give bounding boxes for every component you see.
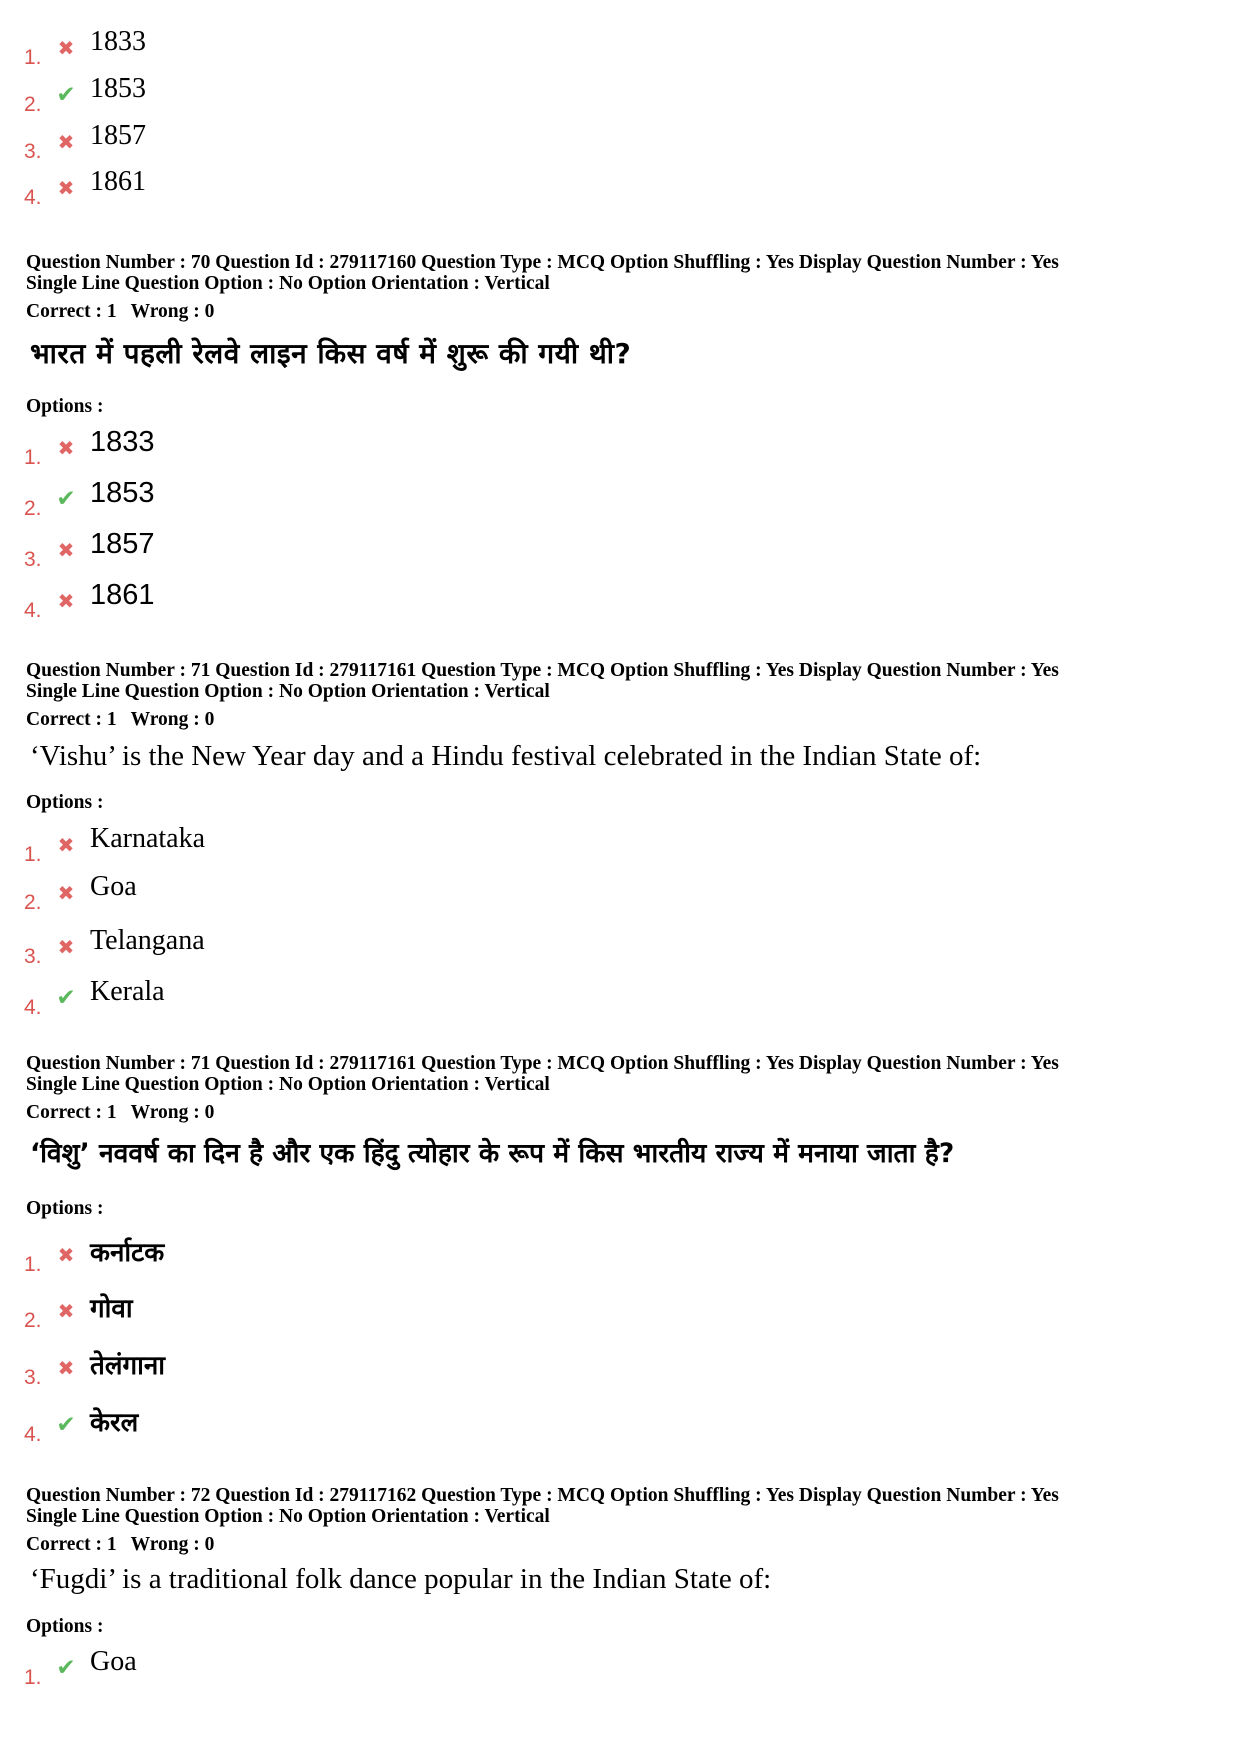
option-text: 1833: [90, 426, 155, 458]
question-meta-line: Single Line Question Option : No Option Orientation : Vertical: [26, 273, 550, 294]
option-number: 3.: [24, 548, 42, 571]
options-label: Options :: [26, 396, 104, 417]
cross-mark-icon: ✖: [57, 1299, 75, 1323]
option-number: 4.: [24, 996, 42, 1019]
question-meta: [26, 1485, 1059, 1527]
wrong-score: Wrong : 0: [130, 1534, 215, 1555]
cross-mark-icon: ✖: [57, 36, 75, 60]
cross-mark-icon: ✖: [57, 833, 75, 857]
cross-mark-icon: ✖: [57, 436, 75, 460]
question-text: भारत में पहली रेलवे लाइन किस वर्ष में शुरू की गयी थी?: [30, 337, 632, 370]
question-meta: [26, 1053, 1059, 1095]
option-text: 1853: [90, 477, 155, 509]
option-text: 1853: [90, 73, 146, 104]
correct-score: Correct : 1: [26, 1102, 117, 1123]
option-number: 2.: [24, 93, 42, 116]
option-text: गोवा: [90, 1294, 133, 1324]
question-meta-line: Single Line Question Option : No Option Orientation : Vertical: [26, 681, 550, 702]
score-line: [26, 709, 214, 731]
cross-mark-icon: ✖: [57, 130, 75, 154]
option-number: 1.: [24, 843, 42, 866]
question-text: ‘विशु’ नववर्ष का दिन है और एक हिंदु त्योहार के रूप में किस भारतीय राज्य में मनाया जाता है?: [30, 1138, 955, 1169]
option-number: 1.: [24, 446, 42, 469]
cross-mark-icon: ✖: [57, 1356, 75, 1380]
cross-mark-icon: ✖: [57, 1243, 75, 1267]
wrong-score: Wrong : 0: [130, 301, 215, 322]
option-text: Kerala: [90, 976, 165, 1007]
option-number: 3.: [24, 945, 42, 968]
option-text: 1857: [90, 528, 155, 560]
option-text: 1861: [90, 166, 146, 197]
cross-mark-icon: ✖: [57, 935, 75, 959]
option-number: 4.: [24, 599, 42, 622]
correct-score: Correct : 1: [26, 1534, 117, 1555]
option-text: Goa: [90, 871, 137, 902]
option-number: 2.: [24, 891, 42, 914]
option-text: केरल: [90, 1408, 139, 1438]
question-text: ‘Vishu’ is the New Year day and a Hindu festival celebrated in the Indian State of:: [30, 740, 982, 772]
option-number: 1.: [24, 46, 42, 69]
option-text: 1857: [90, 120, 146, 151]
score-line: [26, 301, 214, 323]
check-mark-icon: ✔: [56, 985, 76, 1011]
check-mark-icon: ✔: [56, 82, 76, 108]
options-label: Options :: [26, 1198, 104, 1219]
wrong-score: Wrong : 0: [130, 709, 215, 730]
option-text: Goa: [90, 1646, 137, 1677]
option-number: 1.: [24, 1666, 42, 1689]
question-meta-line: Single Line Question Option : No Option Orientation : Vertical: [26, 1074, 550, 1095]
option-number: 2.: [24, 497, 42, 520]
cross-mark-icon: ✖: [57, 538, 75, 562]
question-meta-line: Question Number : 71 Question Id : 279117161 Question Type : MCQ Option Shuffling : Yes Display Question Number : Yes: [26, 1053, 1059, 1074]
option-number: 4.: [24, 1423, 42, 1446]
question-meta-line: Question Number : 70 Question Id : 279117160 Question Type : MCQ Option Shuffling : Yes Display Question Number : Yes: [26, 252, 1059, 273]
question-meta: [26, 660, 1059, 702]
check-mark-icon: ✔: [56, 1655, 76, 1681]
option-text: 1833: [90, 26, 146, 57]
option-text: Karnataka: [90, 823, 206, 854]
score-line: [26, 1534, 214, 1556]
options-label: Options :: [26, 1616, 104, 1637]
option-number: 2.: [24, 1309, 42, 1332]
option-number: 1.: [24, 1253, 42, 1276]
options-label: Options :: [26, 792, 104, 813]
score-line: [26, 1102, 214, 1124]
option-number: 4.: [24, 186, 42, 209]
option-text: कर्नाटक: [90, 1238, 165, 1268]
option-number: 3.: [24, 140, 42, 163]
question-meta: [26, 252, 1059, 294]
option-text: Telangana: [90, 925, 205, 956]
question-meta-line: Question Number : 72 Question Id : 279117162 Question Type : MCQ Option Shuffling : Yes Display Question Number : Yes: [26, 1485, 1059, 1506]
question-text: ‘Fugdi’ is a traditional folk dance popular in the Indian State of:: [30, 1563, 772, 1595]
cross-mark-icon: ✖: [57, 881, 75, 905]
check-mark-icon: ✔: [56, 486, 76, 512]
check-mark-icon: ✔: [56, 1412, 76, 1438]
correct-score: Correct : 1: [26, 709, 117, 730]
cross-mark-icon: ✖: [57, 589, 75, 613]
option-text: तेलंगाना: [90, 1351, 165, 1381]
question-meta-line: Question Number : 71 Question Id : 279117161 Question Type : MCQ Option Shuffling : Yes Display Question Number : Yes: [26, 660, 1059, 681]
question-meta-line: Single Line Question Option : No Option Orientation : Vertical: [26, 1506, 550, 1527]
wrong-score: Wrong : 0: [130, 1102, 215, 1123]
cross-mark-icon: ✖: [57, 176, 75, 200]
option-number: 3.: [24, 1366, 42, 1389]
option-text: 1861: [90, 579, 155, 611]
correct-score: Correct : 1: [26, 301, 117, 322]
